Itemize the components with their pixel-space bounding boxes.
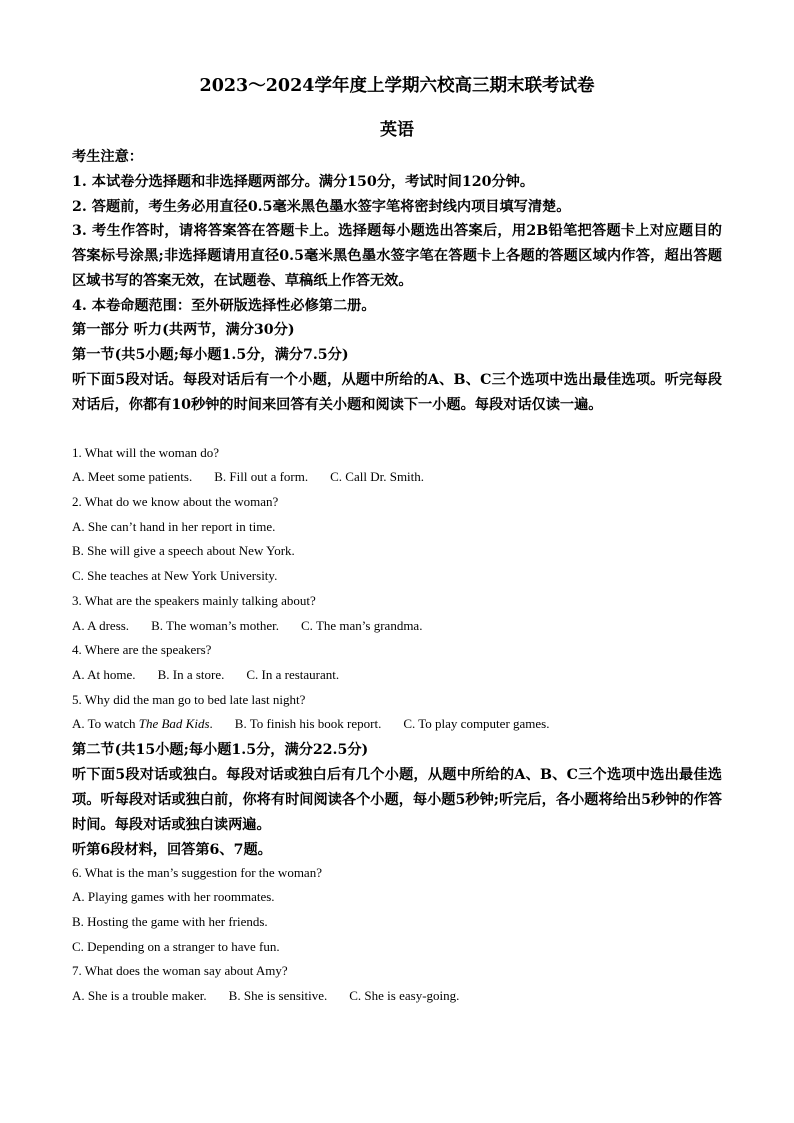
option-c: C. The man’s grandma. (301, 618, 423, 633)
option-b: B. To finish his book report. (234, 716, 382, 731)
question-stem: 7. What does the woman say about Amy? (72, 963, 288, 978)
option-c: C. She is easy-going. (349, 988, 460, 1003)
exam-title: 2023～2024学年度上学期六校高三期末联考试卷 (199, 76, 595, 96)
option-a: A. She is a trouble maker. (72, 988, 207, 1003)
section2-instructions: 听下面5段对话或独白。每段对话或独白后有几个小题，从题中所给的A、B、C三个选项中选出最佳选项。听每段对话或独白前，你将有时间阅读各个小题，每小题5秒钟;听完后，各小题将给出5秒钟的作答时间。每段对话或独白读两遍。 (72, 767, 722, 833)
material-6-heading: 听第6段材料，回答第6、7题。 (72, 842, 272, 858)
notice-heading: 考生注意： (72, 149, 143, 165)
notice-item-2: 2. 答题前，考生务必用直径0.5毫米黑色墨水签字笔将密封线内项目填写清楚。 (72, 199, 571, 215)
option-a: A. Meet some patients. (72, 469, 193, 484)
subject-title: 英语 (380, 120, 414, 140)
question-stem: 5. Why did the man go to bed late last night? (72, 692, 306, 707)
option-a: A. To watch The Bad Kids. (72, 716, 213, 731)
movie-title: The Bad Kids (138, 716, 210, 731)
question-options (72, 715, 549, 733)
question-options (72, 617, 422, 635)
option-a: A. A dress. (72, 618, 130, 633)
option-b: B. She will give a speech about New York. (72, 543, 295, 558)
option-b: B. The woman’s mother. (151, 618, 280, 633)
notice-item-3: 3. 考生作答时，请将答案答在答题卡上。选择题每小题选出答案后，用2B铅笔把答题卡上对应题目的答案标号涂黑;非选择题请用直径0.5毫米黑色墨水签字笔在答题卡上各题的答题区域内作答，超出答题区域书写的答案无效，在试题卷、草稿纸上作答无效。 (72, 223, 722, 289)
option-c: C. To play computer games. (403, 716, 550, 731)
option-c: C. Depending on a stranger to have fun. (72, 939, 280, 954)
option-b: B. Hosting the game with her friends. (72, 914, 268, 929)
section1-heading: 第一节(共5小题;每小题1.5分，满分7.5分) (72, 347, 349, 363)
option-c: C. Call Dr. Smith. (330, 469, 425, 484)
question-options (72, 666, 339, 684)
notice-item-1: 1. 本试卷分选择题和非选择题两部分。满分150分，考试时间120分钟。 (72, 174, 535, 190)
question-stem: 2. What do we know about the woman? (72, 494, 279, 509)
question-options (72, 468, 424, 486)
section2-heading: 第二节(共15小题;每小题1.5分，满分22.5分) (72, 742, 369, 758)
question-options (72, 987, 459, 1005)
option-a: A. Playing games with her roommates. (72, 889, 275, 904)
notice-item-4: 4. 本卷命题范围：至外研版选择性必修第二册。 (72, 298, 376, 314)
option-c: C. She teaches at New York University. (72, 568, 278, 583)
question-stem: 4. Where are the speakers? (72, 642, 212, 657)
option-b: B. In a store. (157, 667, 225, 682)
question-stem: 3. What are the speakers mainly talking about? (72, 593, 316, 608)
question-stem: 6. What is the man’s suggestion for the woman? (72, 865, 322, 880)
option-a: A. She can’t hand in her report in time. (72, 519, 276, 534)
option-b: B. Fill out a form. (214, 469, 309, 484)
part1-heading: 第一部分 听力(共两节，满分30分) (72, 322, 295, 338)
option-b: B. She is sensitive. (228, 988, 328, 1003)
section1-instructions: 听下面5段对话。每段对话后有一个小题，从题中所给的A、B、C三个选项中选出最佳选项。听完每段对话后，你都有10秒钟的时间来回答有关小题和阅读下一小题。每段对话仅读一遍。 (72, 372, 722, 413)
option-a: A. At home. (72, 667, 136, 682)
option-c: C. In a restaurant. (246, 667, 340, 682)
question-stem: 1. What will the woman do? (72, 445, 220, 460)
